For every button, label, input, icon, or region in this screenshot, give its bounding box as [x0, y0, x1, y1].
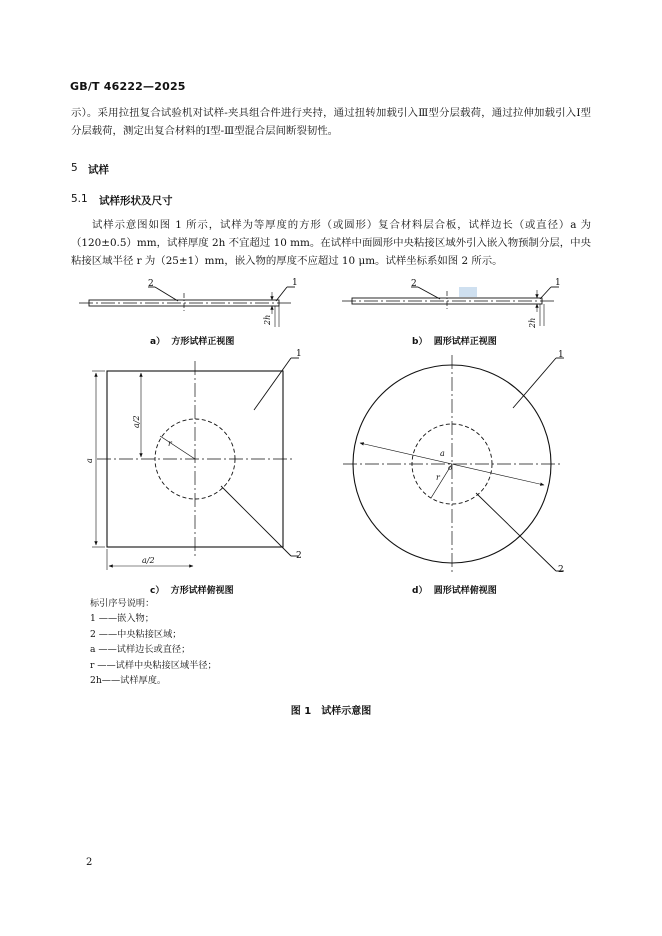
leader-line-2	[221, 486, 291, 556]
legend-item: a ——试样边长或直径；	[90, 644, 191, 656]
subcaption-b: b） 圆形试样正视图	[412, 337, 497, 347]
label-1-b: 1	[555, 278, 561, 288]
label-2-c: 2	[296, 551, 302, 561]
radius-line	[160, 436, 195, 459]
leader-line-1	[540, 287, 551, 299]
circle-top-view	[343, 355, 564, 573]
label-2h-a: 2h	[263, 314, 272, 325]
label-2h-b: 2h	[528, 317, 537, 328]
subcaption-c: c） 方形试样俯视图	[150, 586, 234, 596]
square-top-view	[92, 358, 299, 570]
section-number: 5	[71, 162, 78, 174]
leader-line-1	[513, 358, 556, 408]
legend-item: r ——试样中央粘接区域半径；	[90, 659, 217, 671]
leader-line-2	[155, 287, 178, 301]
label-r-d: r	[436, 473, 440, 482]
label-1-c: 1	[296, 349, 302, 359]
legend-item: 1 ——嵌入物；	[90, 613, 154, 625]
standard-code: GB/T 46222—2025	[70, 80, 186, 93]
figure-title: 图 1 试样示意图	[290, 706, 372, 717]
label-a-half-vertical: a/2	[132, 415, 141, 428]
subsection-title: 试样形状及尺寸	[99, 195, 173, 207]
label-2-a: 2	[148, 279, 154, 289]
label-2-d: 2	[558, 565, 564, 575]
specimen-figure	[0, 270, 662, 590]
label-a-half-bottom: a/2	[142, 556, 155, 565]
label-r-c: r	[168, 439, 172, 448]
watermark-stamp	[459, 287, 477, 297]
circle-front-view	[342, 287, 559, 326]
leader-line-2	[418, 287, 440, 299]
legend-heading: 标引序号说明：	[90, 598, 155, 609]
body-paragraph: 试样示意图如图 1 所示，试样为等厚度的方形（或圆形）复合材料层合板，试样边长（或直径）a 为（120±0.5）mm，试样厚度 2h 不宜超过 10 mm。在试样中面圆形中央粘接区域外引入嵌入物预制分层，中央粘接区域半径 r 为（25±1）mm，嵌入物的厚度不应超过 10 μm。试样坐标系如图 2 所示。	[71, 219, 591, 267]
intro-paragraph: 示）。采用拉扭复合试验机对试样-夹具组合件进行夹持，通过扭转加载引入Ⅲ型分层载荷，通过拉伸加载引入Ⅰ型分层载荷，测定出复合材料的Ⅰ型-Ⅲ型混合层间断裂韧性。	[71, 107, 591, 137]
subcaption-d: d） 圆形试样俯视图	[412, 586, 497, 596]
section-title: 试样	[88, 164, 109, 176]
legend-item: 2h——试样厚度。	[90, 675, 167, 687]
legend-item: 2 ——中央粘接区域；	[90, 628, 182, 640]
label-o-center: o	[448, 464, 453, 472]
label-2-b: 2	[411, 279, 417, 289]
figure-legend	[90, 596, 217, 688]
label-a-diameter: a	[440, 449, 445, 458]
label-1-d: 1	[558, 350, 564, 360]
subsection-number: 5.1	[71, 193, 88, 205]
label-1-a: 1	[292, 278, 298, 288]
subcaption-a: a） 方形试样正视图	[150, 337, 235, 347]
leader-line-1	[276, 287, 287, 301]
page-number: 2	[86, 857, 93, 868]
label-a-side: a	[85, 458, 94, 463]
leader-line-2	[476, 493, 556, 571]
leader-line-1	[254, 358, 291, 410]
